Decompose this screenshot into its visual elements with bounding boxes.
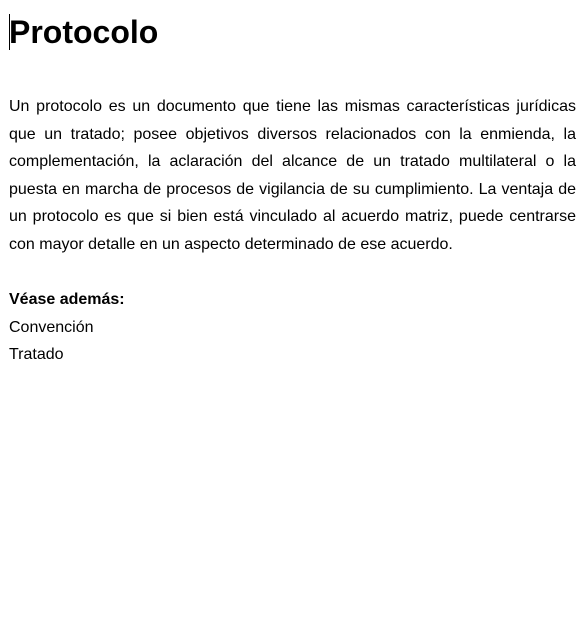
see-also-item-convencion[interactable]: Convención xyxy=(9,318,94,336)
see-also-section xyxy=(9,286,125,369)
page-title: Protocolo xyxy=(9,14,159,50)
see-also-heading: Véase además: xyxy=(9,291,125,308)
see-also-item-tratado[interactable]: Tratado xyxy=(9,346,64,364)
definition-paragraph: Un protocolo es un documento que tiene las mismas características jurídicas que un tratado; posee objetivos diversos relacionados con la enmienda, la complementación, la aclaración del alcance de un tratado multilateral o la puesta en marcha de procesos de vigilancia de su cumplimiento. La ventaja de un protocolo es que si bien está vinculado al acuerdo matriz, puede centrarse con mayor detalle en un aspecto determinado de ese acuerdo. xyxy=(9,98,576,253)
